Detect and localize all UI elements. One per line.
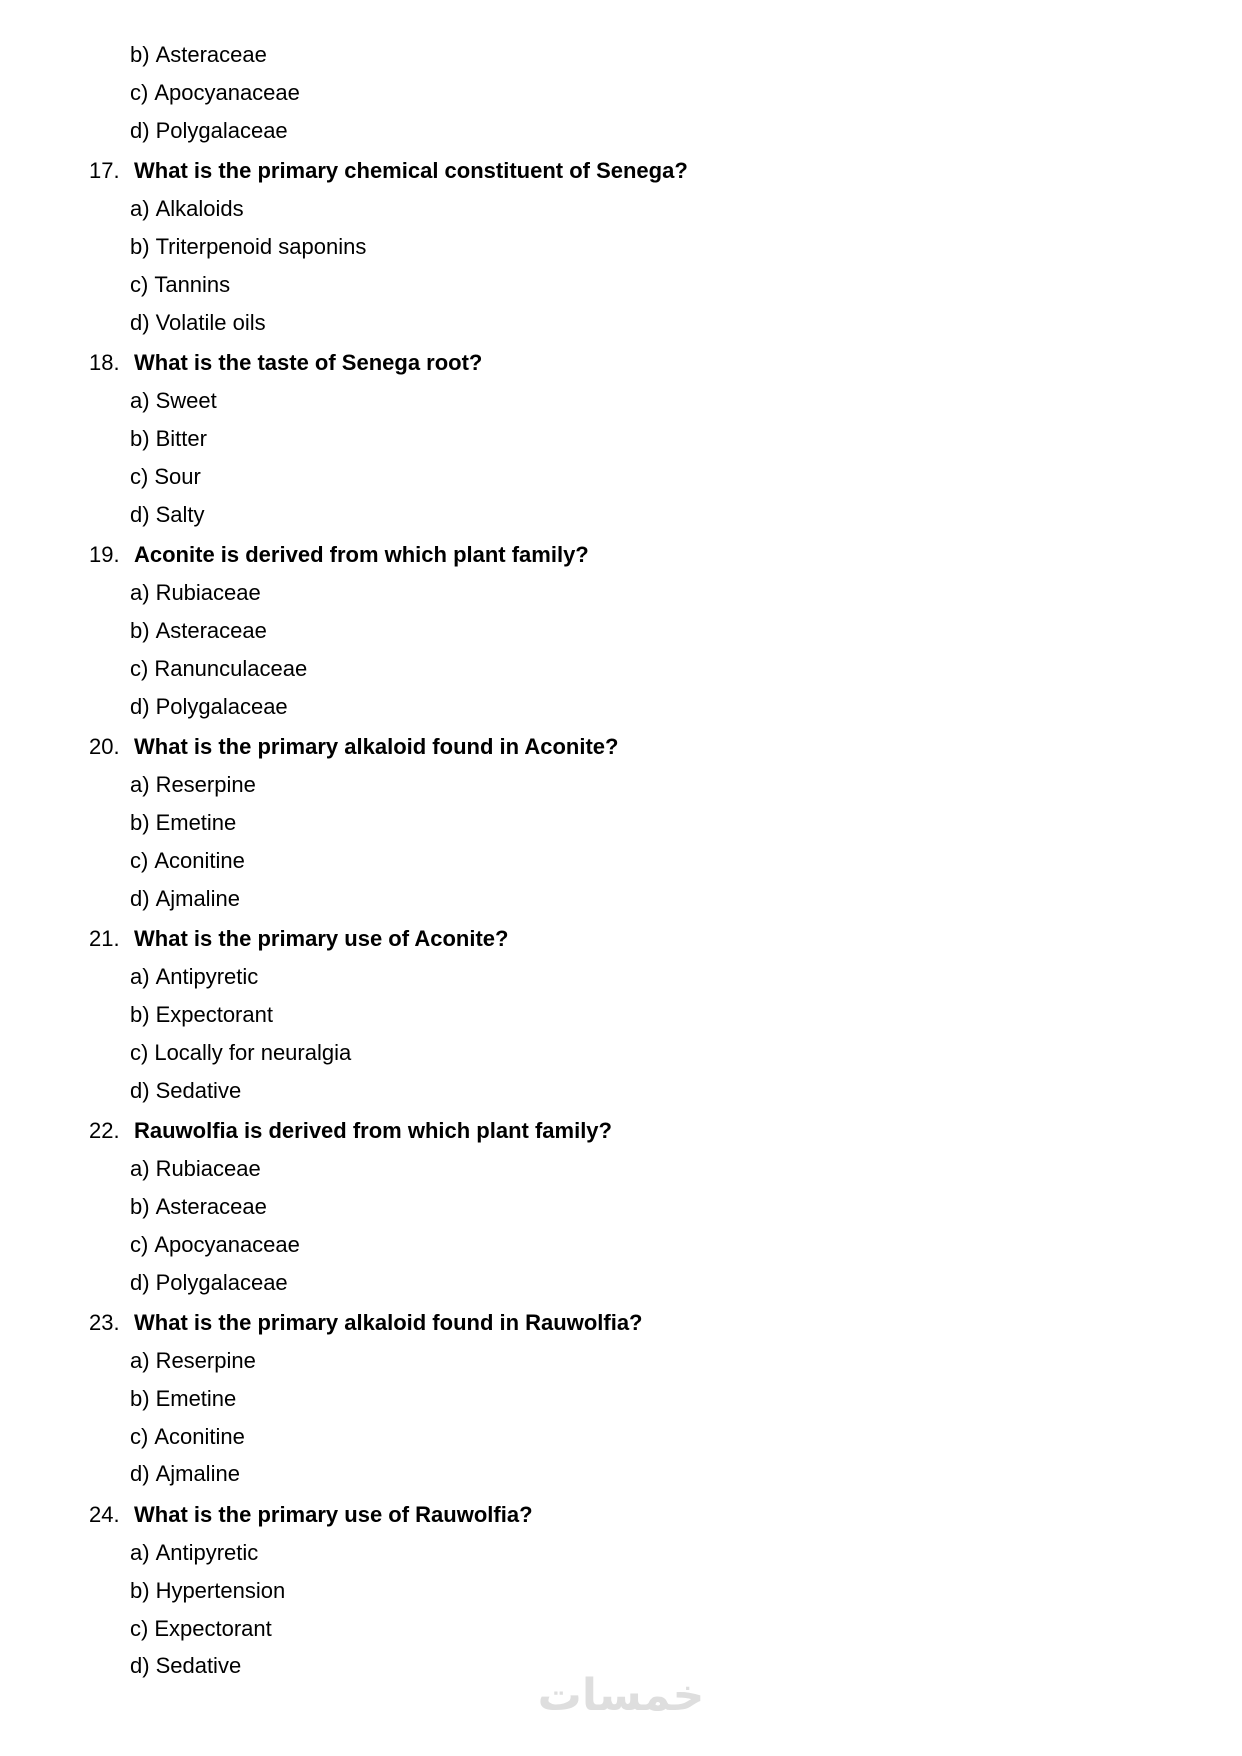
option-line <box>0 1380 1242 1418</box>
question-number: 21. <box>89 926 120 952</box>
option-letter: b) <box>130 233 150 259</box>
option-text: Asteraceae <box>155 42 267 67</box>
question-number: 22. <box>89 1118 120 1144</box>
option-letter: d) <box>130 693 150 719</box>
option-line <box>0 1226 1242 1264</box>
option-letter: d) <box>130 1269 150 1295</box>
option-line <box>0 1034 1242 1072</box>
khamsat-watermark: خمسات <box>537 1670 705 1721</box>
option-text: Expectorant <box>155 1001 273 1027</box>
question-text: Rauwolfia is derived from which plant family? <box>134 1118 612 1144</box>
option-letter: b) <box>130 617 150 643</box>
option-line <box>0 1072 1242 1110</box>
option-letter: c) <box>130 1231 149 1257</box>
option-text: Locally for neuralgia <box>154 1039 352 1065</box>
option-letter: d) <box>130 885 150 911</box>
option-line <box>0 1610 1242 1648</box>
option-text: Hypertension <box>155 1577 286 1603</box>
question-text: What is the primary use of Aconite? <box>134 926 509 952</box>
option-line <box>0 1455 1242 1493</box>
question-line <box>0 344 1242 382</box>
option-line <box>0 112 1242 150</box>
option-line <box>0 266 1242 304</box>
document-body <box>0 36 1242 1685</box>
option-text: Rubiaceae <box>155 580 261 606</box>
option-letter: d) <box>130 309 150 335</box>
option-line <box>0 1188 1242 1226</box>
option-line <box>0 74 1242 112</box>
option-letter: b) <box>130 1577 150 1603</box>
question-line <box>0 728 1242 766</box>
option-text: Sedative <box>155 1077 242 1103</box>
question-number: 24. <box>89 1502 120 1528</box>
question-line <box>0 1304 1242 1342</box>
question-line <box>0 1496 1242 1534</box>
option-line <box>0 1418 1242 1456</box>
option-line <box>0 458 1242 496</box>
option-letter: c) <box>130 79 149 105</box>
option-text: Polygalaceae <box>155 117 288 143</box>
option-text: Asteraceae <box>155 1193 267 1219</box>
option-text: Reserpine <box>155 772 256 798</box>
option-text: Apocyanaceae <box>154 79 300 105</box>
question-number: 23. <box>89 1310 120 1336</box>
question-number: 19. <box>89 542 120 568</box>
option-line <box>0 1572 1242 1610</box>
option-text: Emetine <box>155 1385 237 1411</box>
option-letter: c) <box>130 1039 149 1065</box>
option-letter: a) <box>130 196 150 222</box>
question-number: 18. <box>89 350 120 376</box>
option-letter: d) <box>130 117 150 143</box>
option-text: Asteraceae <box>155 617 267 643</box>
question-line <box>0 1112 1242 1150</box>
option-letter: d) <box>130 1077 150 1103</box>
option-line <box>0 1264 1242 1302</box>
option-line <box>0 496 1242 534</box>
option-letter: a) <box>130 580 150 606</box>
option-letter: a) <box>130 388 150 414</box>
option-line <box>0 190 1242 228</box>
option-letter: b) <box>130 1193 150 1219</box>
question-text: What is the primary alkaloid found in Aconite? <box>134 734 619 760</box>
option-letter: a) <box>130 1348 150 1374</box>
option-text: Antipyretic <box>155 1540 259 1566</box>
option-line <box>0 804 1242 842</box>
option-line <box>0 958 1242 996</box>
option-text: Aconitine <box>154 1423 245 1449</box>
option-letter: c) <box>130 271 149 297</box>
option-line <box>0 36 1242 74</box>
question-text: What is the primary alkaloid found in Rauwolfia? <box>134 1310 643 1336</box>
option-text: Salty <box>155 501 205 527</box>
option-line <box>0 382 1242 420</box>
option-line <box>0 688 1242 726</box>
option-text: Rubiaceae <box>155 1156 261 1182</box>
question-line <box>0 152 1242 190</box>
option-text: Triterpenoid saponins <box>155 233 367 259</box>
option-line <box>0 1342 1242 1380</box>
option-letter: b) <box>130 1001 150 1027</box>
option-letter: d) <box>130 501 150 527</box>
question-number: 17. <box>89 158 120 184</box>
question-number: 20. <box>89 734 120 760</box>
option-line <box>0 420 1242 458</box>
question-text: What is the primary use of Rauwolfia? <box>134 1502 533 1528</box>
option-text: Reserpine <box>155 1348 256 1374</box>
option-line <box>0 1150 1242 1188</box>
option-letter: b) <box>130 809 150 835</box>
option-text: Aconitine <box>154 847 245 873</box>
option-letter: a) <box>130 1156 150 1182</box>
option-line <box>0 574 1242 612</box>
option-letter: a) <box>130 964 150 990</box>
option-line <box>0 650 1242 688</box>
question-line <box>0 920 1242 958</box>
option-letter: c) <box>130 1615 149 1641</box>
option-letter: b) <box>130 425 150 451</box>
option-text: Sweet <box>155 388 217 414</box>
option-text: Bitter <box>155 425 207 451</box>
option-text: Volatile oils <box>155 309 266 335</box>
option-line <box>0 996 1242 1034</box>
question-text: What is the primary chemical constituent of Senega? <box>134 158 688 184</box>
question-text: What is the taste of Senega root? <box>134 350 483 376</box>
option-letter: a) <box>130 1540 150 1566</box>
option-letter: c) <box>130 1423 149 1449</box>
option-text: Ajmaline <box>155 1461 240 1487</box>
question-text: Aconite is derived from which plant family? <box>134 542 589 568</box>
option-line <box>0 766 1242 804</box>
option-text: Polygalaceae <box>155 693 288 719</box>
option-line <box>0 842 1242 880</box>
option-line <box>0 880 1242 918</box>
option-text: Ajmaline <box>155 885 240 911</box>
option-text: Sedative <box>155 1653 242 1679</box>
option-letter: c) <box>130 847 149 873</box>
option-letter: b) <box>130 1385 150 1411</box>
option-text: Antipyretic <box>155 964 259 990</box>
option-letter: c) <box>130 655 149 681</box>
option-text: Sour <box>154 463 201 489</box>
option-text: Tannins <box>154 271 231 297</box>
option-text: Polygalaceae <box>155 1269 288 1295</box>
option-line <box>0 612 1242 650</box>
option-letter: a) <box>130 772 150 798</box>
option-line <box>0 1534 1242 1572</box>
option-letter: d) <box>130 1461 150 1487</box>
option-text: Emetine <box>155 809 237 835</box>
option-line <box>0 304 1242 342</box>
option-text: Expectorant <box>154 1615 272 1641</box>
option-text: Apocyanaceae <box>154 1231 300 1257</box>
option-letter: d) <box>130 1653 150 1679</box>
question-line <box>0 536 1242 574</box>
option-line <box>0 228 1242 266</box>
option-letter: b) <box>130 42 150 67</box>
option-text: Alkaloids <box>155 196 244 222</box>
option-letter: c) <box>130 463 149 489</box>
option-text: Ranunculaceae <box>154 655 308 681</box>
